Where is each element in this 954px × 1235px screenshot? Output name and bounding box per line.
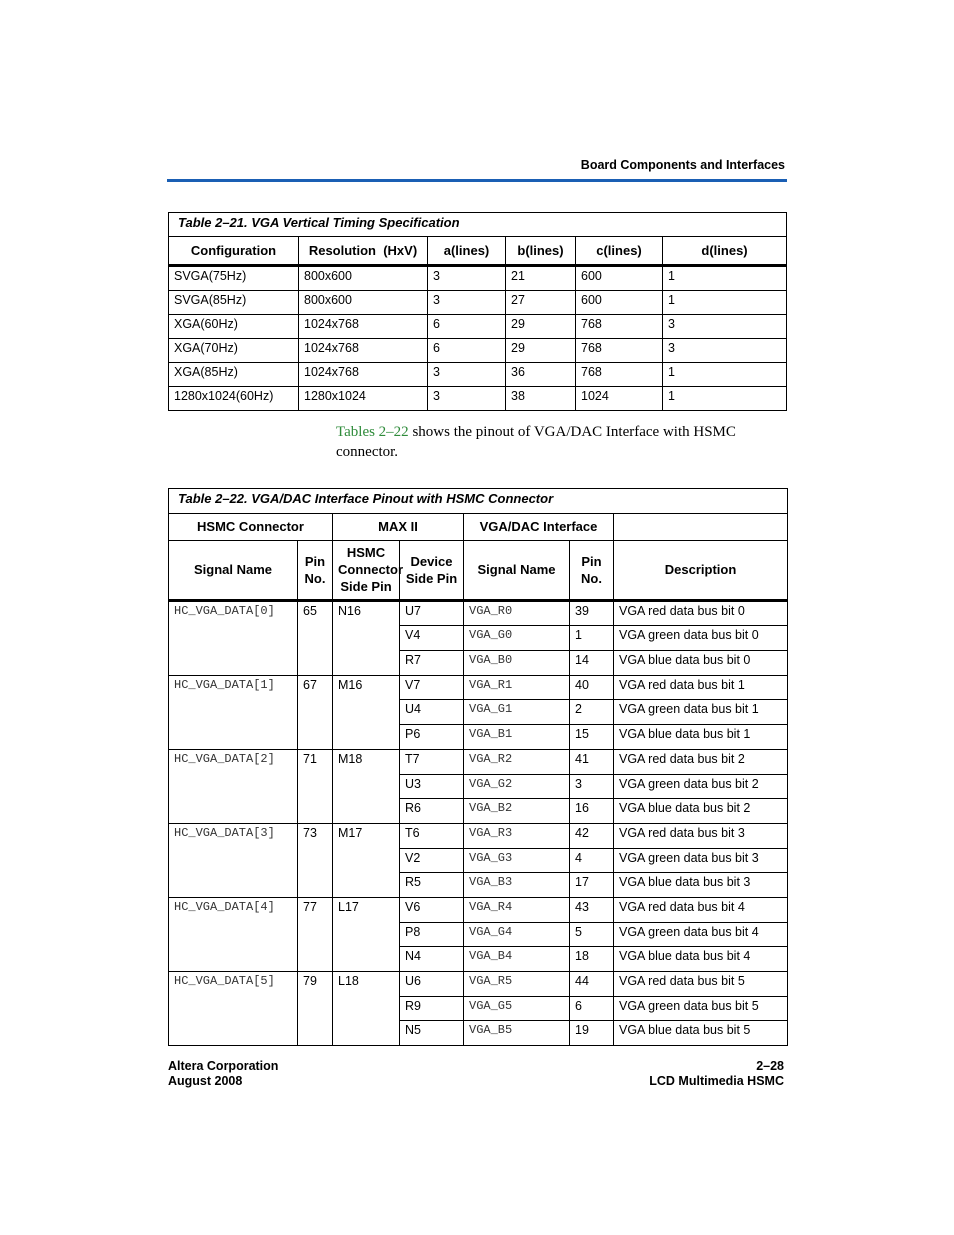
description: VGA blue data bus bit 4 xyxy=(614,947,788,972)
hsmc-pin-number: 65 xyxy=(298,600,333,675)
vga-pin-number: 4 xyxy=(570,848,614,873)
hsmc-side-pin: M16 xyxy=(333,675,400,749)
vga-pin-number: 44 xyxy=(570,972,614,997)
device-side-pin: U4 xyxy=(400,700,464,725)
table-cell: 1024x768 xyxy=(299,339,428,363)
table-cell: XGA(70Hz) xyxy=(169,339,299,363)
table-caption: Table 2–22. VGA/DAC Interface Pinout with HSMC Connector xyxy=(169,489,788,514)
device-side-pin: R6 xyxy=(400,799,464,824)
table-cell: XGA(85Hz) xyxy=(169,363,299,387)
document-title: LCD Multimedia HSMC xyxy=(649,1074,784,1088)
description: VGA red data bus bit 2 xyxy=(614,749,788,774)
vga-signal-name: VGA_G2 xyxy=(464,774,570,799)
table-row xyxy=(169,823,788,848)
table-row xyxy=(169,675,788,700)
device-side-pin: T7 xyxy=(400,749,464,774)
table-header-row xyxy=(169,237,787,266)
table-cell: 600 xyxy=(576,266,663,291)
group-header: MAX II xyxy=(333,513,464,540)
vga-dac-pinout-table xyxy=(168,488,788,1046)
table-row xyxy=(169,749,788,774)
footer-right xyxy=(649,1059,784,1089)
column-header: Device Side Pin xyxy=(400,540,464,600)
hsmc-pin-number: 67 xyxy=(298,675,333,749)
header-rule xyxy=(167,179,787,182)
hsmc-pin-number: 71 xyxy=(298,749,333,823)
device-side-pin: V2 xyxy=(400,848,464,873)
device-side-pin: V6 xyxy=(400,897,464,922)
vga-signal-name: VGA_R2 xyxy=(464,749,570,774)
table-row xyxy=(169,897,788,922)
vga-signal-name: VGA_B3 xyxy=(464,873,570,898)
device-side-pin: U6 xyxy=(400,972,464,997)
vga-pin-number: 5 xyxy=(570,922,614,947)
hsmc-signal-name: HC_VGA_DATA[3] xyxy=(169,823,298,897)
vga-pin-number: 18 xyxy=(570,947,614,972)
hsmc-pin-number: 77 xyxy=(298,897,333,971)
table-cell: 800x600 xyxy=(299,266,428,291)
footer-date: August 2008 xyxy=(168,1074,243,1088)
hsmc-side-pin: M18 xyxy=(333,749,400,823)
device-side-pin: R9 xyxy=(400,996,464,1021)
description: VGA green data bus bit 2 xyxy=(614,774,788,799)
description: VGA blue data bus bit 0 xyxy=(614,651,788,676)
device-side-pin: N4 xyxy=(400,947,464,972)
vga-pin-number: 16 xyxy=(570,799,614,824)
column-header: b(lines) xyxy=(506,237,576,266)
table-cell: 768 xyxy=(576,363,663,387)
vga-pin-number: 17 xyxy=(570,873,614,898)
table-row xyxy=(169,363,787,387)
vga-signal-name: VGA_R5 xyxy=(464,972,570,997)
table-cell: 600 xyxy=(576,291,663,315)
table-cell: 1280x1024 xyxy=(299,387,428,411)
description: VGA blue data bus bit 2 xyxy=(614,799,788,824)
description: VGA blue data bus bit 1 xyxy=(614,725,788,750)
description: VGA red data bus bit 3 xyxy=(614,823,788,848)
table-row xyxy=(169,972,788,997)
page-number: 2–28 xyxy=(756,1059,784,1073)
vga-signal-name: VGA_G3 xyxy=(464,848,570,873)
hsmc-side-pin: N16 xyxy=(333,600,400,675)
table-cell: 3 xyxy=(663,315,787,339)
vga-signal-name: VGA_R4 xyxy=(464,897,570,922)
table-row xyxy=(169,387,787,411)
table-cell: 27 xyxy=(506,291,576,315)
description: VGA blue data bus bit 3 xyxy=(614,873,788,898)
body-paragraph xyxy=(336,422,756,462)
table-cell: 768 xyxy=(576,315,663,339)
table-cell: 1280x1024(60Hz) xyxy=(169,387,299,411)
vga-pin-number: 42 xyxy=(570,823,614,848)
table-cell: SVGA(75Hz) xyxy=(169,266,299,291)
table-cell: 36 xyxy=(506,363,576,387)
device-side-pin: U7 xyxy=(400,600,464,626)
description: VGA green data bus bit 3 xyxy=(614,848,788,873)
hsmc-side-pin: M17 xyxy=(333,823,400,897)
vga-signal-name: VGA_G0 xyxy=(464,626,570,651)
vga-signal-name: VGA_R1 xyxy=(464,675,570,700)
vga-pin-number: 6 xyxy=(570,996,614,1021)
table-cell: 38 xyxy=(506,387,576,411)
hsmc-signal-name: HC_VGA_DATA[0] xyxy=(169,600,298,675)
table-reference-link[interactable]: Tables 2–22 xyxy=(336,424,409,440)
table-row xyxy=(169,600,788,626)
vga-pin-number: 1 xyxy=(570,626,614,651)
column-header: d(lines) xyxy=(663,237,787,266)
group-header-row xyxy=(169,513,788,540)
table-cell: 768 xyxy=(576,339,663,363)
device-side-pin: R5 xyxy=(400,873,464,898)
vga-signal-name: VGA_G4 xyxy=(464,922,570,947)
hsmc-signal-name: HC_VGA_DATA[2] xyxy=(169,749,298,823)
vga-pin-number: 41 xyxy=(570,749,614,774)
column-header: a(lines) xyxy=(428,237,506,266)
table-cell: 6 xyxy=(428,339,506,363)
vga-signal-name: VGA_B5 xyxy=(464,1021,570,1046)
description: VGA blue data bus bit 5 xyxy=(614,1021,788,1046)
vga-signal-name: VGA_G1 xyxy=(464,700,570,725)
group-header xyxy=(614,513,788,540)
column-header: Description xyxy=(614,540,788,600)
description: VGA red data bus bit 4 xyxy=(614,897,788,922)
device-side-pin: T6 xyxy=(400,823,464,848)
hsmc-pin-number: 79 xyxy=(298,972,333,1046)
description: VGA green data bus bit 1 xyxy=(614,700,788,725)
group-header: VGA/DAC Interface xyxy=(464,513,614,540)
device-side-pin: U3 xyxy=(400,774,464,799)
table-cell: 29 xyxy=(506,339,576,363)
column-header: Signal Name xyxy=(464,540,570,600)
table-cell: 6 xyxy=(428,315,506,339)
description: VGA red data bus bit 5 xyxy=(614,972,788,997)
description: VGA green data bus bit 5 xyxy=(614,996,788,1021)
running-header: Board Components and Interfaces xyxy=(580,158,785,172)
vga-signal-name: VGA_R0 xyxy=(464,600,570,626)
table-cell: 1 xyxy=(663,363,787,387)
device-side-pin: P8 xyxy=(400,922,464,947)
table-row xyxy=(169,339,787,363)
hsmc-signal-name: HC_VGA_DATA[1] xyxy=(169,675,298,749)
vga-signal-name: VGA_B0 xyxy=(464,651,570,676)
hsmc-pin-number: 73 xyxy=(298,823,333,897)
vga-signal-name: VGA_G5 xyxy=(464,996,570,1021)
hsmc-signal-name: HC_VGA_DATA[5] xyxy=(169,972,298,1046)
vga-signal-name: VGA_B4 xyxy=(464,947,570,972)
description: VGA red data bus bit 0 xyxy=(614,600,788,626)
table-cell: 21 xyxy=(506,266,576,291)
table-cell: 800x600 xyxy=(299,291,428,315)
table-cell: 1024x768 xyxy=(299,363,428,387)
device-side-pin: N5 xyxy=(400,1021,464,1046)
footer-left xyxy=(168,1059,278,1089)
table-cell: 29 xyxy=(506,315,576,339)
column-header: Resolution (HxV) xyxy=(299,237,428,266)
vga-signal-name: VGA_B2 xyxy=(464,799,570,824)
table-cell: 3 xyxy=(428,291,506,315)
vga-pin-number: 15 xyxy=(570,725,614,750)
description: VGA red data bus bit 1 xyxy=(614,675,788,700)
device-side-pin: P6 xyxy=(400,725,464,750)
column-header: Pin No. xyxy=(570,540,614,600)
column-header: Pin No. xyxy=(298,540,333,600)
vga-pin-number: 43 xyxy=(570,897,614,922)
table-row xyxy=(169,291,787,315)
table-cell: 1 xyxy=(663,387,787,411)
table-cell: 3 xyxy=(428,387,506,411)
table-cell: 3 xyxy=(663,339,787,363)
table-cell: XGA(60Hz) xyxy=(169,315,299,339)
device-side-pin: V4 xyxy=(400,626,464,651)
hsmc-signal-name: HC_VGA_DATA[4] xyxy=(169,897,298,971)
table-row xyxy=(169,315,787,339)
table-cell: 1 xyxy=(663,291,787,315)
table-row xyxy=(169,266,787,291)
description: VGA green data bus bit 0 xyxy=(614,626,788,651)
group-header: HSMC Connector xyxy=(169,513,333,540)
column-header: Signal Name xyxy=(169,540,298,600)
hsmc-side-pin: L17 xyxy=(333,897,400,971)
vga-pin-number: 39 xyxy=(570,600,614,626)
vga-vertical-timing-table xyxy=(168,212,787,411)
paragraph-text: shows the pinout of VGA/DAC Interface with HSMC connector. xyxy=(336,424,736,460)
table-cell: 3 xyxy=(428,266,506,291)
footer-company: Altera Corporation xyxy=(168,1059,279,1073)
vga-pin-number: 2 xyxy=(570,700,614,725)
device-side-pin: V7 xyxy=(400,675,464,700)
column-header: c(lines) xyxy=(576,237,663,266)
description: VGA green data bus bit 4 xyxy=(614,922,788,947)
vga-pin-number: 3 xyxy=(570,774,614,799)
table-caption: Table 2–21. VGA Vertical Timing Specification xyxy=(169,213,787,237)
vga-pin-number: 40 xyxy=(570,675,614,700)
table-cell: 1 xyxy=(663,266,787,291)
vga-pin-number: 14 xyxy=(570,651,614,676)
table-cell: 3 xyxy=(428,363,506,387)
table-cell: SVGA(85Hz) xyxy=(169,291,299,315)
table-cell: 1024x768 xyxy=(299,315,428,339)
table-cell: 1024 xyxy=(576,387,663,411)
column-header: Configuration xyxy=(169,237,299,266)
vga-pin-number: 19 xyxy=(570,1021,614,1046)
hsmc-side-pin: L18 xyxy=(333,972,400,1046)
vga-signal-name: VGA_R3 xyxy=(464,823,570,848)
vga-signal-name: VGA_B1 xyxy=(464,725,570,750)
device-side-pin: R7 xyxy=(400,651,464,676)
column-header: HSMC Connector Side Pin xyxy=(333,540,400,600)
table-header-row xyxy=(169,540,788,600)
